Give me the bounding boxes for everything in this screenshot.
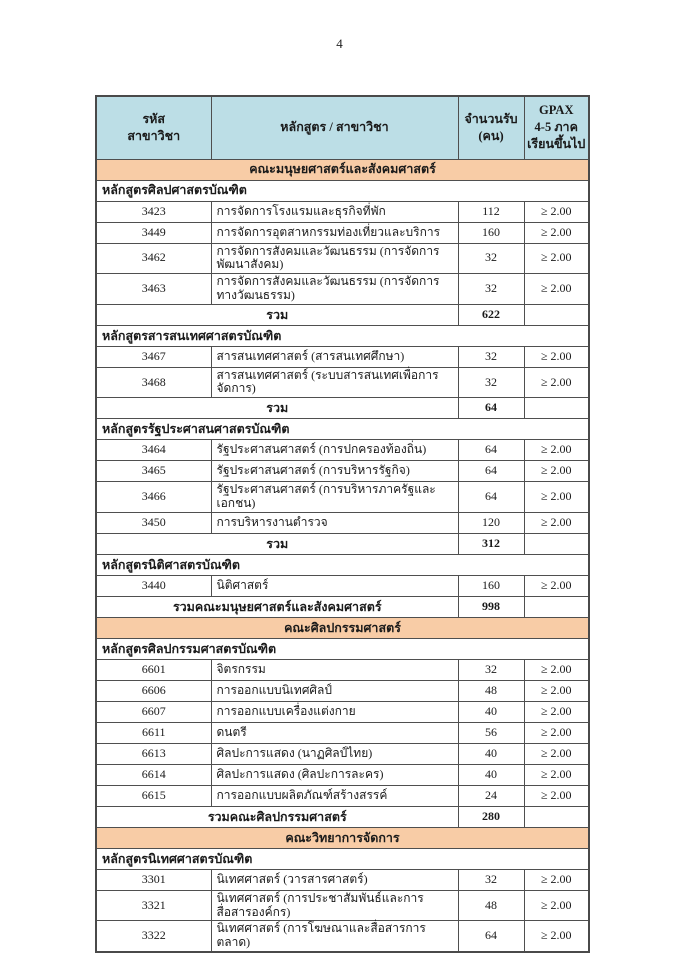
- program-row: [96, 461, 589, 482]
- total-row: [96, 596, 589, 617]
- program-seats: 64: [458, 482, 524, 513]
- total-label: รวมคณะศิลปกรรมศาสตร์: [96, 806, 458, 827]
- program-row: [96, 201, 589, 222]
- program-gpax: ≥ 2.00: [524, 346, 589, 367]
- table-body: [96, 159, 589, 952]
- program-code: 3465: [96, 461, 211, 482]
- program-gpax: ≥ 2.00: [524, 659, 589, 680]
- program-name: จิตรกรรม: [211, 659, 458, 680]
- total-gpax: [524, 533, 589, 554]
- program-seats: 48: [458, 680, 524, 701]
- program-row: [96, 659, 589, 680]
- program-name: นิเทศศาสตร์ (การโฆษณาและสื่อสารการตลาด): [211, 921, 458, 952]
- program-group-row: [96, 325, 589, 346]
- program-name: การจัดการโรงแรมและธุรกิจที่พัก: [211, 201, 458, 222]
- program-row: [96, 764, 589, 785]
- program-code: 3450: [96, 512, 211, 533]
- program-name: การจัดการอุตสาหกรรมท่องเที่ยวและบริการ: [211, 222, 458, 243]
- program-seats: 160: [458, 222, 524, 243]
- program-row: [96, 274, 589, 305]
- total-gpax: [524, 304, 589, 325]
- program-row: [96, 785, 589, 806]
- program-seats: 24: [458, 785, 524, 806]
- total-label: รวม: [96, 398, 458, 419]
- program-name: การจัดการสังคมและวัฒนธรรม (การจัดการพัฒนาสังคม): [211, 243, 458, 274]
- program-name: การออกแบบเครื่องแต่งกาย: [211, 701, 458, 722]
- program-row: [96, 701, 589, 722]
- total-seats: 280: [458, 806, 524, 827]
- header-gpax-line3: เรียนขึ้นไป: [527, 137, 586, 152]
- program-code: 3301: [96, 869, 211, 890]
- program-code: 6606: [96, 680, 211, 701]
- header-gpax: [524, 96, 589, 159]
- program-code: 3468: [96, 367, 211, 398]
- table-header: [96, 96, 589, 159]
- total-row: [96, 806, 589, 827]
- program-name: รัฐประศาสนศาสตร์ (การบริหารภาครัฐและเอกชน): [211, 482, 458, 513]
- program-name: ศิลปะการแสดง (นาฏศิลป์ไทย): [211, 743, 458, 764]
- program-row: [96, 890, 589, 921]
- program-code: 3423: [96, 201, 211, 222]
- program-gpax: ≥ 2.00: [524, 785, 589, 806]
- page-number: 4: [336, 36, 343, 51]
- header-program: [211, 96, 458, 159]
- program-code: 3463: [96, 274, 211, 305]
- program-group-row: [96, 848, 589, 869]
- program-seats: 120: [458, 512, 524, 533]
- header-code-line1: รหัส: [142, 111, 166, 126]
- program-seats: 32: [458, 274, 524, 305]
- program-gpax: ≥ 2.00: [524, 367, 589, 398]
- program-row: [96, 222, 589, 243]
- program-seats: 160: [458, 575, 524, 596]
- total-seats: 312: [458, 533, 524, 554]
- program-seats: 32: [458, 346, 524, 367]
- program-gpax: ≥ 2.00: [524, 575, 589, 596]
- program-code: 3449: [96, 222, 211, 243]
- program-row: [96, 680, 589, 701]
- program-code: 6601: [96, 659, 211, 680]
- program-gpax: ≥ 2.00: [524, 243, 589, 274]
- total-gpax: [524, 806, 589, 827]
- program-name: การออกแบบผลิตภัณฑ์สร้างสรรค์: [211, 785, 458, 806]
- total-row: [96, 398, 589, 419]
- total-seats: 998: [458, 596, 524, 617]
- program-seats: 40: [458, 764, 524, 785]
- faculty-section-label: คณะศิลปกรรมศาสตร์: [96, 617, 589, 638]
- program-gpax: ≥ 2.00: [524, 764, 589, 785]
- program-group-row: [96, 638, 589, 659]
- program-name: นิเทศศาสตร์ (การประชาสัมพันธ์และการสื่อสารองค์กร): [211, 890, 458, 921]
- total-label: รวมคณะมนุษยศาสตร์และสังคมศาสตร์: [96, 596, 458, 617]
- program-row: [96, 512, 589, 533]
- program-row: [96, 575, 589, 596]
- faculty-section-row: [96, 617, 589, 638]
- program-seats: 64: [458, 440, 524, 461]
- program-seats: 40: [458, 701, 524, 722]
- program-group-label: หลักสูตรนิเทศศาสตรบัณฑิต: [96, 848, 589, 869]
- program-name: ศิลปะการแสดง (ศิลปะการละคร): [211, 764, 458, 785]
- faculty-section-row: [96, 159, 589, 180]
- header-code-line2: สาขาวิชา: [127, 128, 181, 143]
- header-seats-line1: จำนวนรับ: [464, 111, 518, 126]
- program-group-label: หลักสูตรศิลปศาสตรบัณฑิต: [96, 180, 589, 201]
- program-name: นิเทศศาสตร์ (วารสารศาสตร์): [211, 869, 458, 890]
- header-gpax-line2: 4-5 ภาค: [534, 120, 578, 135]
- faculty-section-label: คณะมนุษยศาสตร์และสังคมศาสตร์: [96, 159, 589, 180]
- program-group-label: หลักสูตรศิลปกรรมศาสตรบัณฑิต: [96, 638, 589, 659]
- header-gpax-line1: GPAX: [539, 103, 574, 118]
- faculty-section-label: คณะวิทยาการจัดการ: [96, 827, 589, 848]
- program-group-label: หลักสูตรรัฐประศาสนศาสตรบัณฑิต: [96, 419, 589, 440]
- program-gpax: ≥ 2.00: [524, 921, 589, 952]
- header-seats-line2: (คน): [478, 128, 504, 143]
- program-code: 6613: [96, 743, 211, 764]
- program-name: ดนตรี: [211, 722, 458, 743]
- total-seats: 622: [458, 304, 524, 325]
- admissions-table: [95, 95, 590, 953]
- program-name: รัฐประศาสนศาสตร์ (การปกครองท้องถิ่น): [211, 440, 458, 461]
- program-row: [96, 743, 589, 764]
- program-gpax: ≥ 2.00: [524, 461, 589, 482]
- program-row: [96, 367, 589, 398]
- program-row: [96, 722, 589, 743]
- program-group-row: [96, 419, 589, 440]
- program-seats: 32: [458, 659, 524, 680]
- header-code: [96, 96, 211, 159]
- program-code: 6614: [96, 764, 211, 785]
- total-row: [96, 304, 589, 325]
- total-seats: 64: [458, 398, 524, 419]
- program-gpax: ≥ 2.00: [524, 680, 589, 701]
- faculty-section-row: [96, 827, 589, 848]
- program-name: นิติศาสตร์: [211, 575, 458, 596]
- program-name: การบริหารงานตำรวจ: [211, 512, 458, 533]
- program-gpax: ≥ 2.00: [524, 440, 589, 461]
- program-code: 3440: [96, 575, 211, 596]
- program-seats: 48: [458, 890, 524, 921]
- header-seats: [458, 96, 524, 159]
- program-code: 3467: [96, 346, 211, 367]
- program-seats: 64: [458, 921, 524, 952]
- program-row: [96, 440, 589, 461]
- program-gpax: ≥ 2.00: [524, 512, 589, 533]
- total-label: รวม: [96, 533, 458, 554]
- program-row: [96, 346, 589, 367]
- program-group-row: [96, 180, 589, 201]
- program-gpax: ≥ 2.00: [524, 482, 589, 513]
- program-code: 3462: [96, 243, 211, 274]
- total-label: รวม: [96, 304, 458, 325]
- program-gpax: ≥ 2.00: [524, 890, 589, 921]
- program-gpax: ≥ 2.00: [524, 222, 589, 243]
- program-gpax: ≥ 2.00: [524, 869, 589, 890]
- program-code: 6607: [96, 701, 211, 722]
- program-seats: 112: [458, 201, 524, 222]
- program-group-label: หลักสูตรนิติศาสตรบัณฑิต: [96, 554, 589, 575]
- program-row: [96, 921, 589, 952]
- program-code: 3466: [96, 482, 211, 513]
- header-program-line1: หลักสูตร / สาขาวิชา: [280, 120, 389, 135]
- program-seats: 32: [458, 367, 524, 398]
- total-row: [96, 533, 589, 554]
- program-name: สารสนเทศศาสตร์ (สารสนเทศศึกษา): [211, 346, 458, 367]
- program-name: รัฐประศาสนศาสตร์ (การบริหารรัฐกิจ): [211, 461, 458, 482]
- program-gpax: ≥ 2.00: [524, 722, 589, 743]
- program-seats: 40: [458, 743, 524, 764]
- program-row: [96, 243, 589, 274]
- program-seats: 32: [458, 243, 524, 274]
- program-name: การออกแบบนิเทศศิลป์: [211, 680, 458, 701]
- program-row: [96, 482, 589, 513]
- total-gpax: [524, 596, 589, 617]
- program-name: การจัดการสังคมและวัฒนธรรม (การจัดการทางวัฒนธรรม): [211, 274, 458, 305]
- program-code: 3321: [96, 890, 211, 921]
- program-group-row: [96, 554, 589, 575]
- program-seats: 64: [458, 461, 524, 482]
- program-code: 3322: [96, 921, 211, 952]
- program-row: [96, 869, 589, 890]
- program-seats: 32: [458, 869, 524, 890]
- program-gpax: ≥ 2.00: [524, 201, 589, 222]
- program-code: 6615: [96, 785, 211, 806]
- program-group-label: หลักสูตรสารสนเทศศาสตรบัณฑิต: [96, 325, 589, 346]
- program-name: สารสนเทศศาสตร์ (ระบบสารสนเทศเพื่อการจัดการ): [211, 367, 458, 398]
- program-seats: 56: [458, 722, 524, 743]
- program-gpax: ≥ 2.00: [524, 743, 589, 764]
- program-gpax: ≥ 2.00: [524, 701, 589, 722]
- program-code: 3464: [96, 440, 211, 461]
- total-gpax: [524, 398, 589, 419]
- program-code: 6611: [96, 722, 211, 743]
- program-gpax: ≥ 2.00: [524, 274, 589, 305]
